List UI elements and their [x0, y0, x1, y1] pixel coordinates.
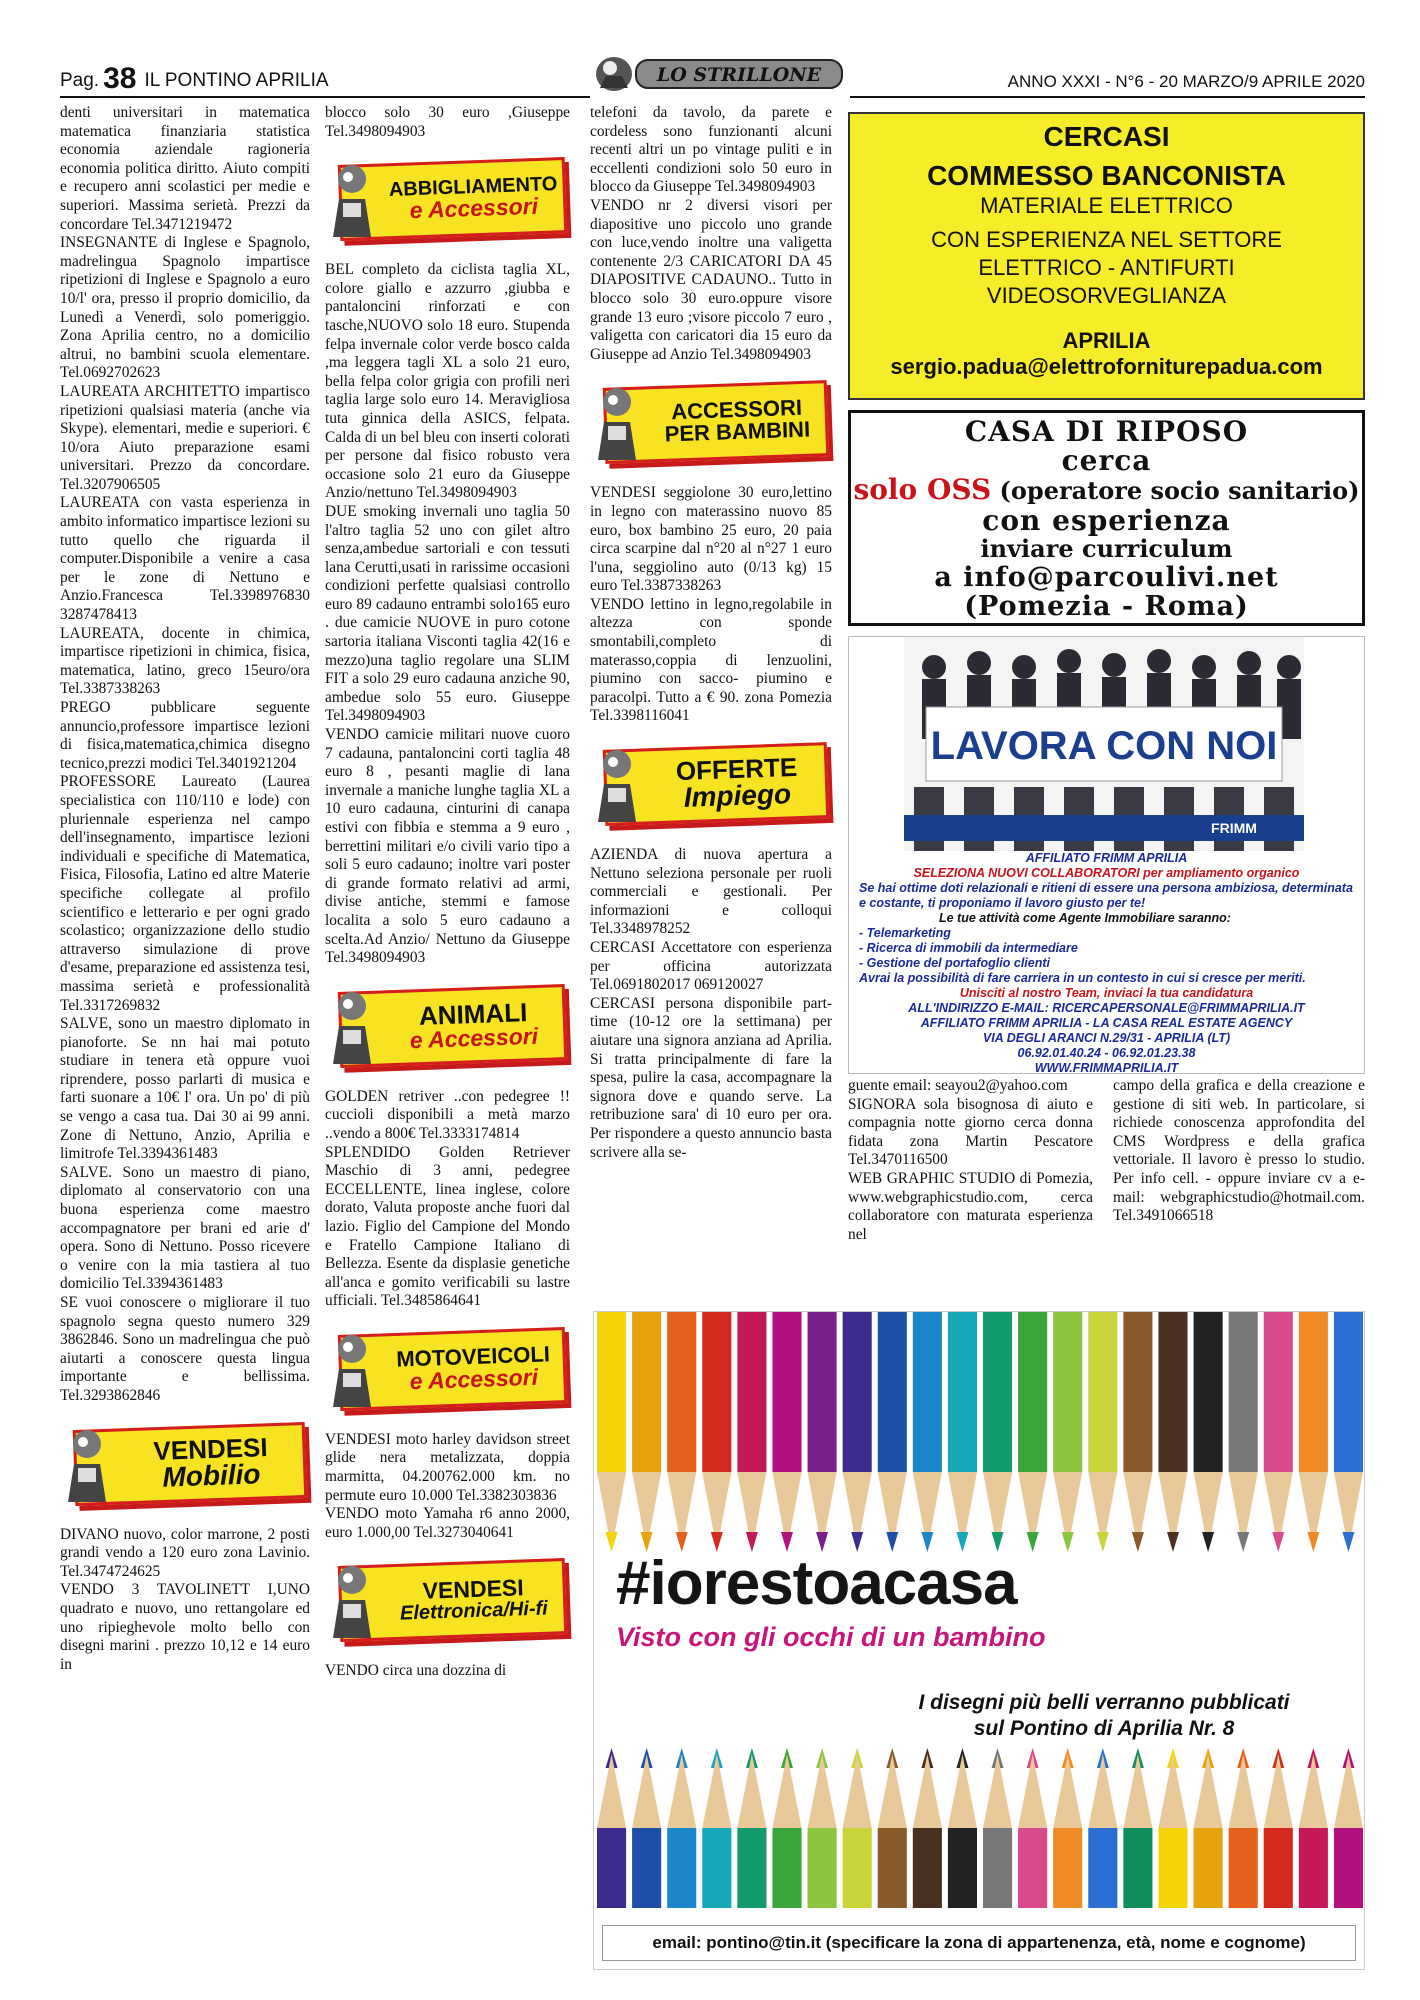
ad-email: a info@parcoulivi.net	[934, 562, 1279, 593]
text-line: sul Pontino di Aprilia Nr. 8	[973, 1717, 1235, 1740]
classified-ad: VENDESI seggiolone 30 euro,lettino in legno con materassino nuovo 85 euro, box bambino 25 euro, 20 paia circa scarpine dal n°20 al n°27 1 euro l'una, seggiolino auto (0/13 kg) 15 euro Tel.3387338263	[590, 484, 832, 595]
pencil-body	[948, 1828, 977, 1908]
classified-ad: SE vuoi conoscere o migliorare il tuo spagnolo segna questo numero 329 3862846. Sono un madrelingua che può aiutarti a conoscere questa lingua importante e bellissima. Tel.3293862846	[60, 1294, 310, 1404]
badge-line-1: ANIMALI	[418, 996, 528, 1031]
pencils-bottom-image	[594, 1748, 1365, 1908]
pencil-body	[667, 1828, 696, 1908]
badge-label	[386, 160, 561, 236]
mascot-icon	[325, 986, 379, 1066]
pencil-body	[913, 1828, 942, 1908]
hashtag-title: #iorestoacasa	[616, 1549, 1017, 1618]
section-badge-bambini	[590, 378, 832, 470]
ad-line: VIDEOSORVEGLIANZA	[986, 283, 1227, 308]
hashtag-subtitle: Visto con gli occhi di un bambino	[616, 1622, 1046, 1652]
list-item: - Ricerca di immobili da intermediare	[859, 941, 1078, 955]
badge-line-1: VENDESI	[422, 1574, 525, 1604]
ad-location: (Pomezia - Roma)	[964, 591, 1249, 622]
pencil-body	[1334, 1828, 1363, 1908]
mascot-icon	[590, 744, 644, 824]
section-badge-animali	[325, 982, 570, 1074]
ad-lavora-con-noi	[848, 636, 1365, 1074]
badge-label	[386, 987, 561, 1063]
classified-ad: BEL completo da ciclista taglia XL, colore giallo e azzurro ,giubba e pantaloncini rinforzati e con tasche,NUOVO solo 18 euro. Stupenda felpa invernale color verde bosco calda ,ma leggera tagli XL a solo 21 euro, bella felpa color grigia con profili neri taglia large solo euro 14. Meravigliosa tuta ginnica della ASICS, felpata. Calda di un bel bleu con inserti colorati per persone dal fisico robusto vera occasione solo 21 euro da Giuseppe Anzio/nettuno Tel.3498094903	[325, 261, 570, 502]
ad-title: CERCASI	[1043, 121, 1170, 152]
badge-label	[386, 1330, 561, 1406]
ad-line: cerca	[1061, 444, 1152, 477]
pencil-wood	[913, 1754, 942, 1828]
pencil-body	[878, 1312, 907, 1472]
text-line: AFFILIATO FRIMM APRILIA	[1025, 851, 1188, 865]
pencil-wood	[1194, 1754, 1223, 1828]
pencil-body	[1123, 1312, 1152, 1472]
logo-text: LO STRILLONE	[656, 64, 822, 86]
pencil-wood	[1264, 1754, 1293, 1828]
ad-casa-di-riposo	[848, 410, 1365, 626]
ad-line: con esperienza	[982, 504, 1231, 537]
badge-line-2: Mobilio	[161, 1457, 261, 1493]
pencil-tip	[1027, 1532, 1039, 1552]
column-1	[60, 104, 310, 1984]
pencil-body	[983, 1828, 1012, 1908]
pencil-tip	[1097, 1532, 1109, 1552]
pencil-body	[737, 1828, 766, 1908]
badge-label	[121, 1424, 301, 1500]
pencil-body	[772, 1312, 801, 1472]
pencil-body	[1264, 1312, 1293, 1472]
classified-ad: LAUREATA, docente in chimica, impartisce ripetizioni in chimica, fisica, matematica, latino, greco 15euro/ora Tel.3387338263	[60, 624, 310, 698]
header-rule-right	[850, 96, 1365, 98]
ad-cercasi-commesso	[848, 112, 1365, 400]
classified-ad: CERCASI Accettatore con esperienza per officina autorizzata Tel.0691802017 069120027	[590, 939, 832, 994]
pencil-wood	[983, 1754, 1012, 1828]
classified-ad: DIVANO nuovo, color marrone, 2 posti grandi vendo a 120 euro zona Lavinio. Tel.3474724625	[60, 1525, 310, 1580]
pencil-wood	[667, 1754, 696, 1828]
ad-title: COMMESSO BANCONISTA	[927, 160, 1286, 191]
section-badge-mobilio	[60, 1420, 310, 1512]
pencil-body	[1299, 1828, 1328, 1908]
pencil-wood	[1158, 1754, 1187, 1828]
classified-ad: CERCASI persona disponibile part-time (10-12 ore la settimana) per aiutare una signora anziana ad Aprilia. Si tratta principalmente di fare la spesa, pulire la casa, accompagnare la signora dove e quando serve. La retribuzione sara' di 10 euro per ora. Per rispondere a questo annuncio basta scrivere alla se-	[590, 994, 832, 1161]
oss-label: solo OSS	[853, 473, 992, 506]
pencil-body	[948, 1312, 977, 1472]
pencil-body	[1088, 1828, 1117, 1908]
pencil-body	[1299, 1312, 1328, 1472]
pencil-tip	[1167, 1532, 1179, 1552]
badge-label	[386, 1561, 561, 1637]
lavora-text	[859, 851, 1354, 1076]
pencil-wood	[1229, 1754, 1258, 1828]
pencil-body	[843, 1828, 872, 1908]
pag-label: Pag.	[60, 70, 100, 91]
pencil-body	[1158, 1312, 1187, 1472]
badge-line-1: VENDESI	[152, 1431, 269, 1466]
section-badge-elettronica	[325, 1556, 570, 1648]
pencil-tip	[1307, 1532, 1319, 1552]
classified-ad: PREGO pubblicare seguente annuncio,professore impartisce lezioni di fisica,matematica,chimica disegno tecnico,prezzi modici Tel.3401921204	[60, 699, 310, 772]
badge-line-1: OFFERTE	[675, 751, 798, 787]
pencil-body	[1158, 1828, 1187, 1908]
pencil-body	[1053, 1312, 1082, 1472]
pencil-body	[843, 1312, 872, 1472]
pencil-body	[1264, 1828, 1293, 1908]
badge-label	[651, 383, 823, 459]
classified-ad: VENDESI moto harley davidson street glide nera metalizzata, doppia marmitta, 04.200762.000 km. no permute euro 10.000 Tel.3382303836	[325, 1430, 570, 1504]
pencil-body	[737, 1312, 766, 1472]
list-item: - Telemarketing	[859, 926, 951, 940]
pencil-wood	[737, 1754, 766, 1828]
pencil-tip	[1132, 1532, 1144, 1552]
section-badge-abbigliamento	[325, 155, 570, 247]
page-header	[60, 60, 1365, 98]
oss-desc: (operatore socio sanitario)	[991, 476, 1360, 505]
badge-line-2: e Accessori	[409, 192, 539, 223]
pencil-wood	[1123, 1754, 1152, 1828]
pencil-body	[702, 1312, 731, 1472]
pencil-body	[1229, 1828, 1258, 1908]
badge-line-2: e Accessori	[409, 1022, 539, 1053]
frimm-logo: FRIMM	[1211, 820, 1257, 836]
badge-label	[651, 745, 823, 821]
badge-line-2: Elettronica/Hi-fi	[399, 1597, 549, 1625]
publication-name: IL PONTINO APRILIA	[144, 70, 329, 91]
classified-ad: telefoni da tavolo, da parete e cordeless sono funzionanti alcuni recenti altri un po vintage puliti e in eccellenti condizioni solo 50 euro in blocco da Giuseppe Tel.3498094903	[590, 104, 832, 196]
classified-ad: SALVE. Sono un maestro di piano, diplomato al conservatorio con una buona esperienza come maestro accompagnatore per brani ed arie d' opera. Sono di Nettuno. Posso ricevere o venire con la mia tastiera al tuo domicilio Tel.3394361483	[60, 1163, 310, 1293]
pencil-body	[1194, 1828, 1223, 1908]
ad-line	[851, 475, 1362, 506]
contact-email: email: pontino@tin.it (specificare la zona di appartenenza, età, nome e cognome)	[602, 1925, 1356, 1961]
ad-line: CON ESPERIENZA NEL SETTORE	[931, 227, 1282, 252]
pencil-body	[597, 1312, 626, 1472]
badge-line-1: ABBIGLIAMENTO	[388, 172, 558, 201]
mascot-icon	[60, 1424, 114, 1504]
pencil-body	[983, 1312, 1012, 1472]
pencil-body	[878, 1828, 907, 1908]
pencil-wood	[843, 1754, 872, 1828]
pencil-body	[1194, 1312, 1223, 1472]
text-line: WWW.FRIMMAPRILIA.IT	[1034, 1061, 1179, 1075]
page-number: 38	[103, 62, 137, 95]
ad-title: CASA DI RIPOSO	[964, 415, 1249, 448]
pencil-wood	[808, 1754, 837, 1828]
pencil-wood	[1299, 1754, 1328, 1828]
disegni-text	[874, 1690, 1334, 1742]
pencil-body	[772, 1828, 801, 1908]
issue-info: ANNO XXXI - N°6 - 20 MARZO/9 APRILE 2020	[1007, 72, 1365, 91]
text-line: 06.92.01.40.24 - 06.92.01.23.38	[1017, 1046, 1196, 1060]
ad-line: inviare curriculum	[980, 534, 1233, 563]
classified-ad: VENDO lettino in legno,regolabile in altezza con sponde smontabili,completo di materasso,coppia di lenzuolini, piumino con sacco- piumino e paracolpi. Tutto a € 90. zona Pomezia Tel.3398116041	[590, 595, 832, 725]
classified-ad: DUE smoking invernali uno taglia 50 l'altro taglia 52 uno con gilet altro senza,ambedue sartoriali e con tessuti lana Cerutti,usati in rarissime occasioni condizioni perfette qualsiasi controllo euro 89 cadauno entrambi solo165 euro . due camicie NUOVE in puro cotone sartoria italiana Visconti taglia 42(16 e mezzo)una taglio regolare una SLIM FIT a solo 29 euro cadauna anziche 90, ambedue solo 55 euro. Giuseppe Tel.3498094903	[325, 502, 570, 725]
pencil-body	[1018, 1312, 1047, 1472]
pencil-wood	[632, 1754, 661, 1828]
pencil-tip	[1272, 1532, 1284, 1552]
classified-ad: SALVE, sono un maestro diplomato in pianoforte. Se nn hai mai potuto studiare in tenera età oppure vuoi riprendere, posso parlarti di musica e farti suonare a 10€ l' ora. Un po' di più se vengo a casa tua. Dai 30 ai 99 anni. Zone di Nettuno, Anzio, Aprilia e limitrofe Tel.3394361483	[60, 1015, 310, 1163]
classified-ad: LAUREATA con vasta esperienza in ambito informatico impartisce lezioni su tutto quello che riguarda il computer.Disponibile a venire a casa per le zone di Nettuno e Anzio.Francesca Tel.3398976830 3287478413	[60, 494, 310, 624]
pencil-wood	[1018, 1754, 1047, 1828]
pencil-wood	[772, 1754, 801, 1828]
badge-line-1: MOTOVEICOLI	[395, 1340, 551, 1372]
pencil-wood	[948, 1754, 977, 1828]
ad-iorestoacasa	[593, 1311, 1365, 1970]
mascot-icon	[590, 382, 644, 462]
list-item: - Gestione del portafoglio clienti	[859, 956, 1050, 970]
badge-line-1: ACCESSORI	[670, 395, 803, 425]
mascot-icon	[325, 1329, 379, 1409]
text-line: Le tue attività come Agente Immobiliare saranno:	[939, 911, 1231, 925]
pencil-body	[808, 1828, 837, 1908]
text-line: AFFILIATO FRIMM APRILIA - LA CASA REAL ESTATE AGENCY	[920, 1016, 1293, 1030]
column-4b	[1113, 1077, 1365, 1226]
pencil-body	[808, 1312, 837, 1472]
pencil-wood	[702, 1754, 731, 1828]
mascot-icon	[325, 1560, 379, 1640]
badge-line-2: e Accessori	[409, 1363, 539, 1394]
header-rule-left	[60, 96, 590, 98]
pencil-body	[1018, 1828, 1047, 1908]
page-label	[60, 62, 329, 96]
classified-ad: blocco solo 30 euro ,Giuseppe Tel.3498094903	[325, 104, 570, 140]
pencil-tip	[1342, 1532, 1354, 1552]
section-badge-offerte	[590, 740, 832, 832]
classified-ad: VENDO moto Yamaha r6 anno 2000, euro 1.000,00 Tel.3273040641	[325, 1505, 570, 1541]
ad-city: APRILIA	[1062, 328, 1151, 353]
pencil-wood	[1334, 1754, 1363, 1828]
mascot-icon	[325, 159, 379, 239]
column-2	[325, 104, 570, 1984]
ad-email: sergio.padua@elettroforniturepadua.com	[890, 354, 1323, 379]
classified-ad: SIGNORA sola bisognosa di aiuto e compagnia notte giorno cerca donna fidata zona Martin Pescatore Tel.3470116500	[848, 1095, 1093, 1169]
classified-ad: WEB GRAPHIC STUDIO di Pomezia, www.webgraphicstudio.com, cerca collaboratore con maturata esperienza nel	[848, 1169, 1093, 1243]
section-badge-motoveicoli	[325, 1325, 570, 1417]
pencil-body	[702, 1828, 731, 1908]
lo-strillone-logo	[590, 54, 850, 94]
classified-ad: PROFESSORE Laureato (Laurea specialistica con 110/110 e lode) con pluriennale esperienza nel campo dell'insegnamento, impartisce lezioni individuali e specifiche di Matematica, Fisica, Filosofia, Latino ed altre Materie specifiche collegate al profilo scientifico e letterario e per ogni grado scolastico; organizzazione dello studio attraverso simulazione di prove d'esame, preparazione ed assistenza tesi, massima serietà e professionalità Tel.3317269832	[60, 773, 310, 1014]
classified-ad: VENDO 3 TAVOLINETT I,UNO quadrato e nuovo, uno rettangolare ed uno ripieghevole molto bello con disegni marini . prezzo 10,12 e 14 euro in	[60, 1581, 310, 1673]
ad-line: ELETTRICO - ANTIFURTI	[978, 255, 1235, 280]
pencil-wood	[1053, 1754, 1082, 1828]
pencil-wood	[878, 1754, 907, 1828]
classified-ad: guente email: seayou2@yahoo.com	[848, 1077, 1068, 1094]
text-line: Se hai ottime doti relazionali e ritieni di essere una persona ambiziosa, determinata e costante, ti proponiamo il lavoro giusto per te!	[859, 881, 1353, 910]
classified-ad: INSEGNANTE di Inglese e Spagnolo, madrelingua Spagnolo impartisce ripetizioni di Inglese e Spagnolo a euro 10/l' ora, presso il proprio domicilio, da Lunedì a Venerdì, solo pomeriggio. Zona Aprilia centro, no a domicilio altrui, no bambini scuola elementare. Tel.0692702623	[60, 234, 310, 382]
text-line: VIA DEGLI ARANCI N.29/31 - APRILIA (LT)	[982, 1031, 1231, 1045]
pencil-body	[1088, 1312, 1117, 1472]
pencil-body	[1229, 1312, 1258, 1472]
pencil-body	[1053, 1828, 1082, 1908]
pencil-wood	[1088, 1754, 1117, 1828]
team-photo	[904, 637, 1304, 851]
text-line: Avrai la possibilità di fare carriera in un contesto in cui si cresce per meriti.	[859, 971, 1306, 985]
pencils-top-image	[594, 1312, 1365, 1566]
column-3	[590, 104, 832, 1161]
pencil-body	[632, 1312, 661, 1472]
text-line: I disegni più belli verranno pubblicati	[918, 1691, 1290, 1714]
lavora-banner: LAVORA CON NOI	[930, 724, 1278, 768]
pencil-tip	[1202, 1532, 1214, 1552]
text-line: Unisciti al nostro Team, inviaci la tua candidatura	[959, 986, 1254, 1000]
pencil-body	[667, 1312, 696, 1472]
pencil-body	[1334, 1312, 1363, 1472]
column-4a	[848, 1077, 1093, 1244]
classified-ad: VENDO circa una dozzina di	[325, 1662, 507, 1680]
pencil-tip	[1062, 1532, 1074, 1552]
badge-line-2: PER BAMBINI	[664, 416, 811, 447]
classified-ad: denti universitari in matematica matematica finanziaria statistica economia aziendale ragioneria economia politica diritto. Aiuto compiti e recupero anni scolastici per medie e superiori. Massima serietà. Prezzi da concordare Tel.3471219472	[60, 104, 310, 233]
classified-ad: VENDO nr 2 diversi visori per diapositive uno piccolo uno grande con luce,vendo inoltre una valigetta contenente 2/3 CARICATORI DA 45 DIAPOSITIVE CADAUNO.. Tutto in blocco solo 30 euro.oppure visore grande 13 euro ;visore piccolo 7 euro , valigetta con caricatori dia 15 euro da Giuseppe ad Anzio Tel.3498094903	[590, 196, 832, 363]
ad-line: MATERIALE ELETTRICO	[980, 193, 1233, 218]
badge-line-2: Impiego	[683, 778, 792, 813]
pencil-body	[913, 1312, 942, 1472]
pencil-tip	[1237, 1532, 1249, 1552]
classified-ad: SPLENDIDO Golden Retriever Maschio di 3 anni, pedegree ECCELLENTE, linea inglese, colore dorato, Valuta proposte anche fuori dal lazio. Figlio del Campione del Mondo e Fratello Campione Italiano di Bellezza. Esente da displasie genetiche all'anca e gomito verificabili su lastre ufficiali. Tel.3485864641	[325, 1143, 570, 1310]
classified-ad: AZIENDA di nuova apertura a Nettuno seleziona personale per ruoli commerciali e gestionali. Per informazioni e colloqui Tel.3348978252	[590, 846, 832, 938]
classified-ad: VENDO camicie militari nuove cuoro 7 cadauna, pantaloncini corti taglia 48 euro 8 , pesanti maglie di lana invernale a maniche lunghe taglia XL a 10 euro cadauna, cinturini di canapa estivi con fibbia e stemma a 9 euro , berrettini militari e/o civili vario tipo a soli 5 euro cadauno; inoltre vari poster di grande formato relativi ad armi, divise antiche, stemmi e famose localita a solo 5 euro cadauno a scelta.Ad Anzio/ Nettuno da Giuseppe Tel.3498094903	[325, 726, 570, 967]
classified-ad: LAUREATA ARCHITETTO impartisco ripetizioni qualsiasi materia (anche via Skype). elementari, medie e superiori. € 10/ora Aiuto preparazione esami universitari. Prezzo da concordare. Tel.3207906505	[60, 382, 310, 493]
pencil-body	[597, 1828, 626, 1908]
text-line: SELEZIONA NUOVI COLLABORATORI per ampliamento organico	[913, 866, 1300, 880]
pencil-body	[632, 1828, 661, 1908]
text-line: ALL'INDIRIZZO E-MAIL: RICERCAPERSONALE@FRIMMAPRILIA.IT	[908, 1001, 1305, 1015]
pencil-body	[1123, 1828, 1152, 1908]
pencil-wood	[597, 1754, 626, 1828]
classified-ad: GOLDEN retriver ..con pedegree !! cuccioli disponibili a metà marzo ..vendo a 800€ Tel.3333174814	[325, 1087, 570, 1142]
classified-ad: campo della grafica e della creazione e gestione di siti web. In particolare, si richiede conoscenza approfondita del CMS Wordpress e della grafica vettoriale. Il lavoro è presso lo studio. Per info cell. - oppure inviare cv a e-mail: webgraphicstudio@hotmail.com. Tel.3491066518	[1113, 1077, 1365, 1225]
